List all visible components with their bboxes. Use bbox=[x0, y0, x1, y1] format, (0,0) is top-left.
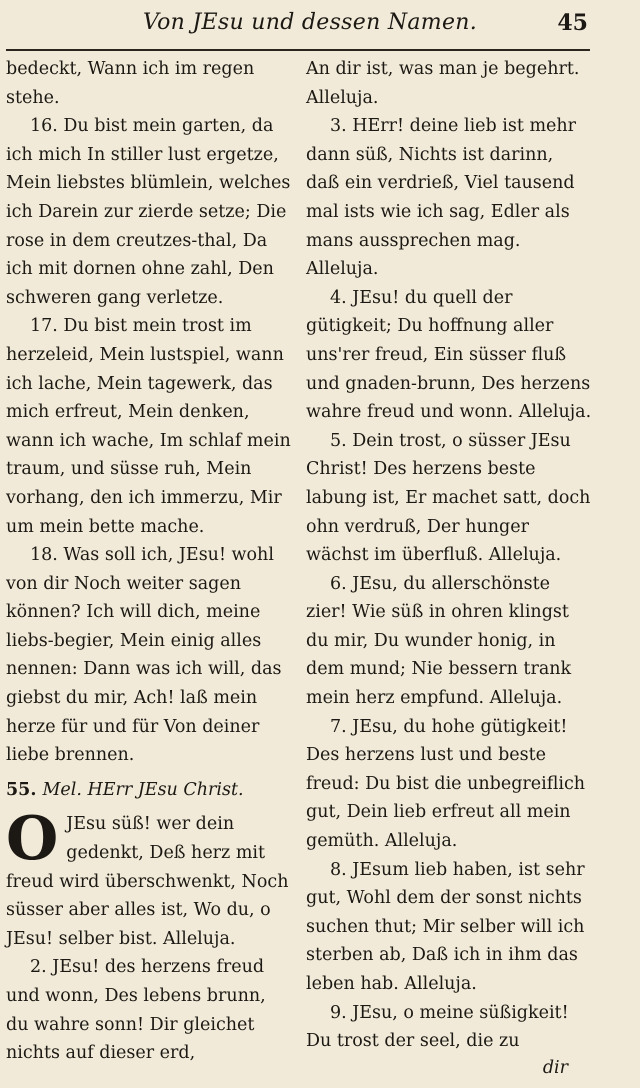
verse-8: 8. JEsum lieb haben, ist sehr gut, Wohl dem der sonst nichts suchen thut; Mir selber will ich sterben ab, Daß ich in ihm das leben hab. Alleluja. bbox=[306, 859, 585, 994]
header-rule bbox=[6, 49, 590, 51]
verse-2: 2. JEsu! des herzens freud und wonn, Des lebens brunn, du wahre sonn! Dir gleichet nichts auf dieser erd, bbox=[6, 957, 266, 1064]
verse-3: 3. HErr! deine lieb ist mehr dann süß, Nichts ist darinn, daß ein verdrieß, Viel tausend mal ists wie ich sag, Edler als mans aussprechen mag. Alleluja. bbox=[306, 116, 577, 280]
hymn-melody: Mel. HErr JEsu Christ. bbox=[42, 779, 244, 800]
hymn-number: 55. bbox=[6, 779, 37, 800]
verse-1 bbox=[6, 804, 292, 953]
verse-2-continuation: An dir ist, was man je begehrt. Alleluja. bbox=[306, 59, 580, 108]
running-head: Von JEsu und dessen Namen. bbox=[142, 10, 478, 35]
page-header bbox=[0, 0, 640, 52]
verse-continuation: bedeckt, Wann ich im regen stehe. bbox=[6, 59, 255, 108]
right-column bbox=[306, 55, 592, 1056]
verse-17: 17. Du bist mein trost im herzeleid, Mein lustspiel, wann ich lache, Mein tagewerk, das mich erfreut, Mein denken, wann ich wache, Im schlaf mein traum, und süsse ruh, Mein vorhang, den ich immerzu, Mir um mein bette mache. bbox=[6, 316, 291, 537]
verse-6: 6. JEsu, du allerschönste zier! Wie süß in ohren klingst du mir, Du wunder honig, in dem mund; Nie bessern trank mein herz empfund. Alleluja. bbox=[306, 573, 572, 709]
catchword: dir bbox=[542, 1058, 568, 1078]
verse-4: 4. JEsu! du quell der gütigkeit; Du hoffnung aller uns'rer freud, Ein süsser fluß und gnaden-brunn, Des herzens wahre freud und wonn. Alleluja. bbox=[306, 287, 592, 423]
verse-1-text: JEsu süß! wer dein gedenkt, Deß herz mit freud wird überschwenkt, Noch süsser aber alles ist, Wo du, o JEsu! selber bist. Alleluja. bbox=[6, 814, 289, 949]
verse-18: 18. Was soll ich, JEsu! wohl von dir Noch weiter sagen können? Ich will dich, meine liebs-begier, Mein einig alles nennen: Dann was ich will, das giebst du mir, Ach! laß mein herze für und für Von deiner liebe brennen. bbox=[6, 545, 282, 766]
verse-16: 16. Du bist mein garten, da ich mich In stiller lust ergetze, Mein liebstes blümlein, welches ich Darein zur zierde setze; Die rose in dem creutzes-thal, Da ich mit dornen ohne zahl, Den schweren gang verletze. bbox=[6, 116, 291, 308]
drop-cap: O bbox=[6, 804, 59, 875]
left-column bbox=[6, 55, 292, 1068]
verse-7: 7. JEsu, du hohe gütigkeit! Des herzens lust und beste freud: Du bist die unbegreiflich gut, Dein lieb erfreut all mein gemüth. Alleluja. bbox=[306, 716, 586, 852]
hymn-heading bbox=[6, 776, 292, 805]
verse-9: 9. JEsu, o meine süßigkeit! Du trost der seel, die zu bbox=[306, 1002, 569, 1052]
page-number: 45 bbox=[557, 10, 588, 36]
verse-5: 5. Dein trost, o süsser JEsu Christ! Des herzens beste labung ist, Er machet satt, doch ohn verdruß, Der hunger wächst im überfluß. Alleluja. bbox=[306, 430, 591, 566]
